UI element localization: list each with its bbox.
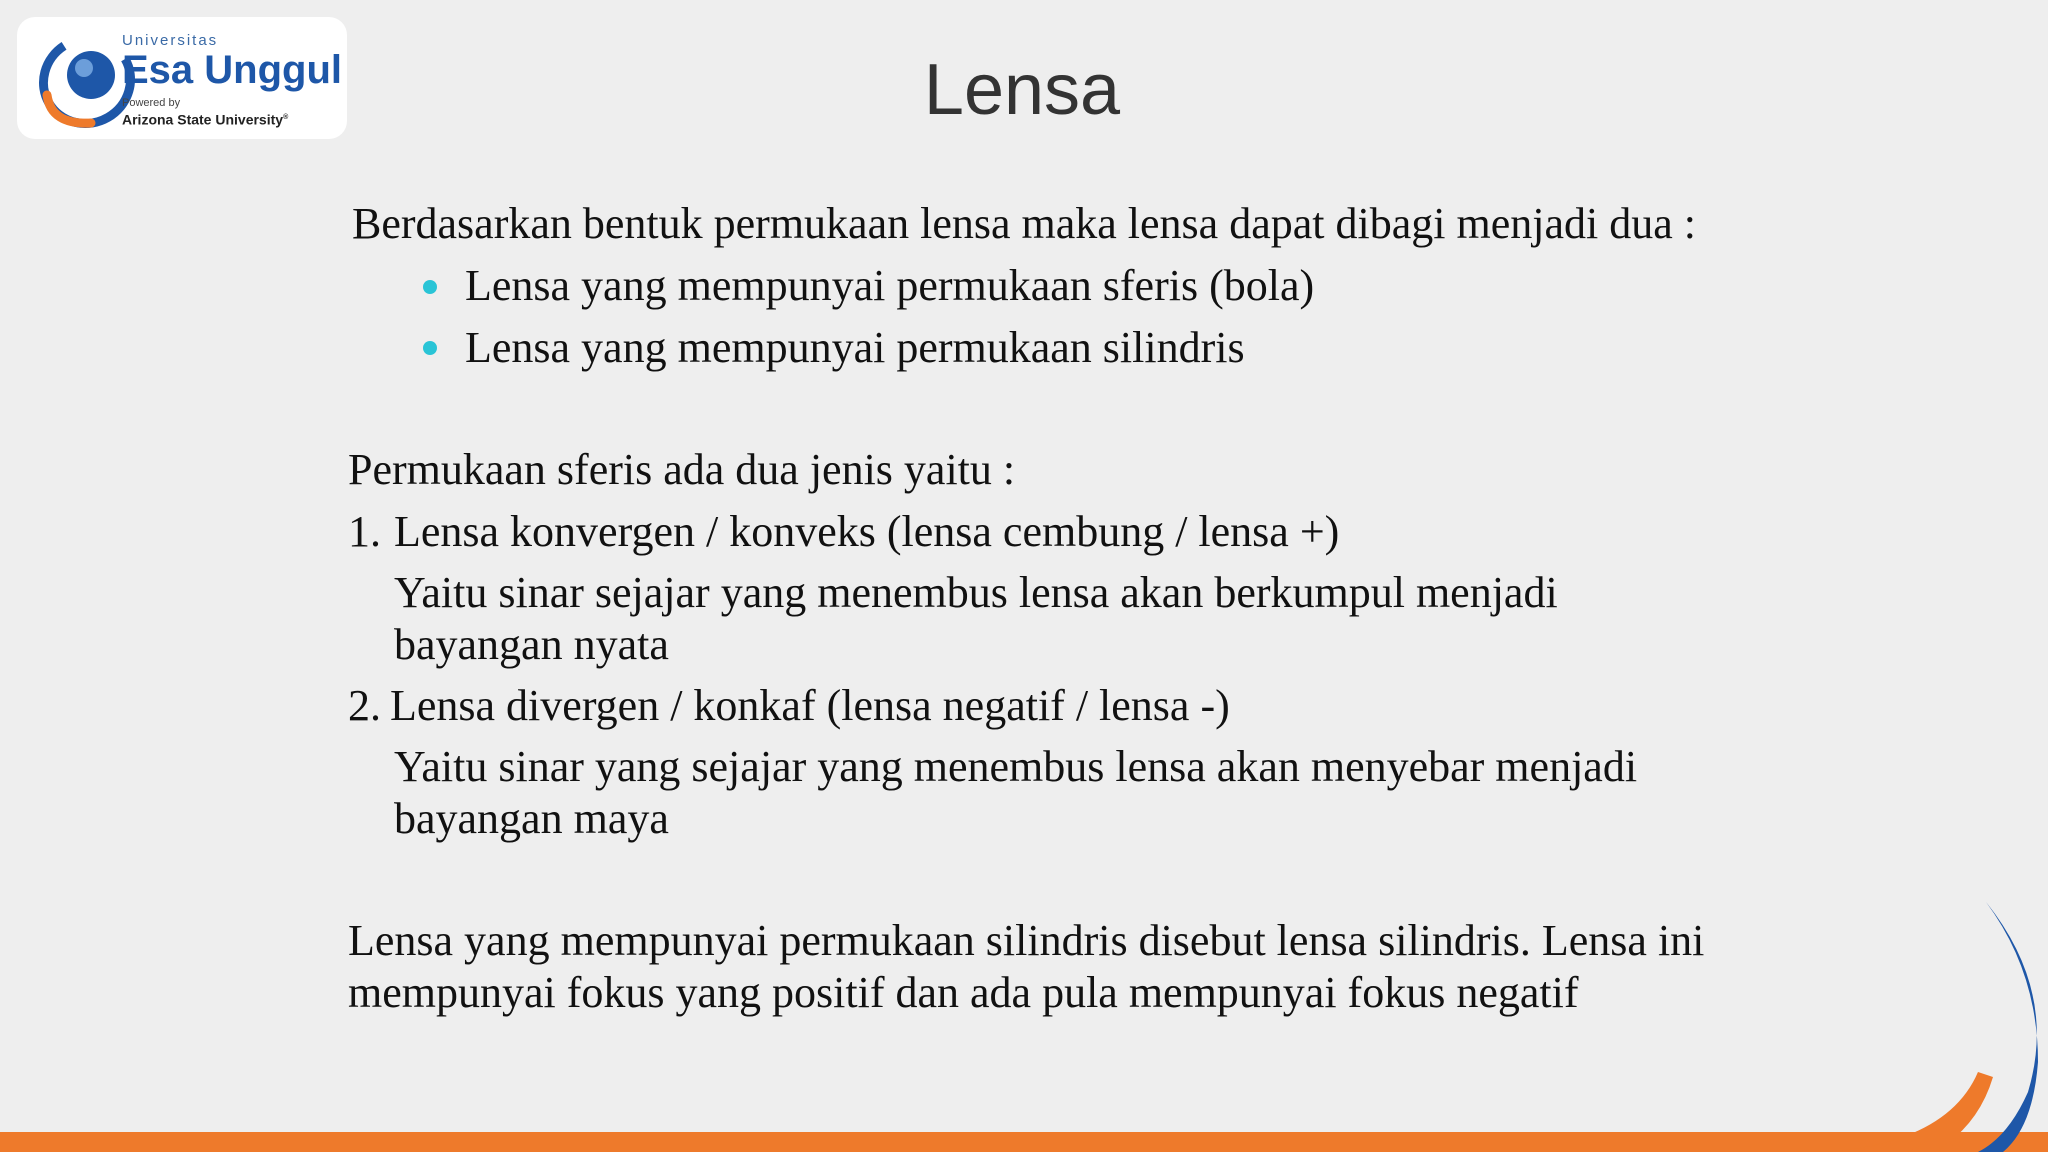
bullet-item-spherical: Lensa yang mempunyai permukaan sferis (bola) [465,261,1315,310]
logo-powered-text: Powered by [122,97,181,109]
logo-partner-text: Arizona State University® [122,111,289,128]
spherical-heading: Permukaan sferis ada dua jenis yaitu : [348,445,1016,494]
item-number-2: 2. [348,681,381,730]
item-label-converging: Lensa konvergen / konveks (lensa cembung / lensa +) [394,507,1340,556]
item-number-1: 1. [348,507,381,556]
footer-bar [0,1132,2048,1152]
logo-name-text: Esa Unggul [122,48,343,92]
intro-text: Berdasarkan bentuk permukaan lensa maka lensa dapat dibagi menjadi dua : [352,199,1696,248]
closing-text-1: Lensa yang mempunyai permukaan silindris disebut lensa silindris. Lensa ini [348,916,1705,965]
item-desc-diverging-2: bayangan maya [394,794,669,843]
bullet-dot-icon [423,341,437,355]
bullet-dot-icon [423,280,437,294]
item-label-diverging: Lensa divergen / konkaf (lensa negatif / lensa -) [390,681,1230,730]
decorative-swoosh-icon [1828,902,2048,1152]
bullet-item-cylindrical: Lensa yang mempunyai permukaan silindris [465,323,1245,372]
slide-title: Lensa [923,50,1121,130]
logo-universitas-text: Universitas [122,32,219,49]
item-desc-diverging-1: Yaitu sinar yang sejajar yang menembus lensa akan menyebar menjadi [394,742,1638,791]
closing-text-2: mempunyai fokus yang positif dan ada pula mempunyai fokus negatif [348,968,1579,1017]
item-desc-converging-1: Yaitu sinar sejajar yang menembus lensa akan berkumpul menjadi [394,568,1558,617]
item-desc-converging-2: bayangan nyata [394,620,669,669]
